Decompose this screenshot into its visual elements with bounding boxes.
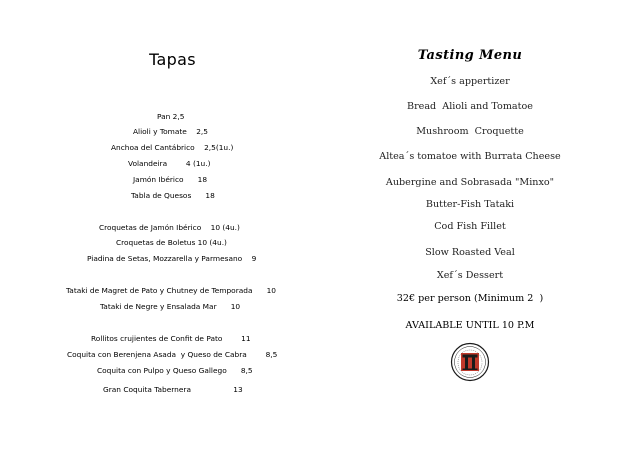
tapas-item: Tabla de Quesos 18	[131, 191, 215, 200]
tapas-item: Croquetas de Jamón Ibérico 10 (4u.)	[99, 223, 240, 232]
price-line: 32€ per person (Minimum 2 )	[396, 293, 544, 304]
tapas-title: Tapas	[149, 50, 196, 69]
tasting-section	[345, 0, 625, 452]
tapas-item: Croquetas de Boletus 10 (4u.)	[116, 238, 227, 247]
tapas-item: Piadina de Setas, Mozzarella y Parmesano 9	[87, 254, 257, 263]
tasting-item: Xef´s Dessert	[436, 270, 504, 281]
tapas-item: Tataki de Magret de Pato y Chutney de Temporada 10	[66, 286, 276, 295]
tasting-item: Xef´s appertizer	[430, 76, 510, 87]
tasting-item: Mushroom Croquette	[416, 126, 524, 137]
availability-line: AVAILABLE UNTIL 10 P.M	[405, 320, 535, 331]
tasting-item: Bread Alioli and Tomatoe	[407, 101, 533, 112]
tapas-item: Rollitos crujientes de Confit de Pato 11	[91, 334, 251, 343]
tasting-item: Slow Roasted Veal	[425, 247, 515, 258]
tapas-item: Pan 2,5	[157, 112, 185, 121]
tasting-item: Butter-Fish Tataki	[425, 199, 515, 210]
tapas-item: Tataki de Negre y Ensalada Mar 10	[100, 302, 241, 311]
tasting-list	[345, 0, 595, 452]
tasting-item: Cod Fish Fillet	[434, 221, 506, 232]
tapas-item: Anchoa del Cantábrico 2,5(1u.)	[111, 143, 234, 152]
tasting-item: Aubergine and Sobrasada "Minxo"	[385, 177, 555, 188]
tasting-item: Altea´s tomatoe with Burrata Cheese	[379, 151, 561, 162]
taberna-logo-icon	[450, 342, 490, 382]
tapas-item: Coquita con Berenjena Asada y Queso de Cabra 8,5	[67, 350, 278, 359]
tapas-item: Jamón Ibérico 18	[133, 175, 208, 184]
tapas-item: Coquita con Pulpo y Queso Gallego 8,5	[97, 366, 253, 375]
tapas-item: Alioli y Tomate 2,5	[133, 127, 208, 136]
tasting-title: Tasting Menu	[417, 48, 523, 63]
tapas-item: Volandeira 4 (1u.)	[128, 159, 211, 168]
tapas-item: Gran Coquita Tabernera 13	[103, 385, 243, 394]
